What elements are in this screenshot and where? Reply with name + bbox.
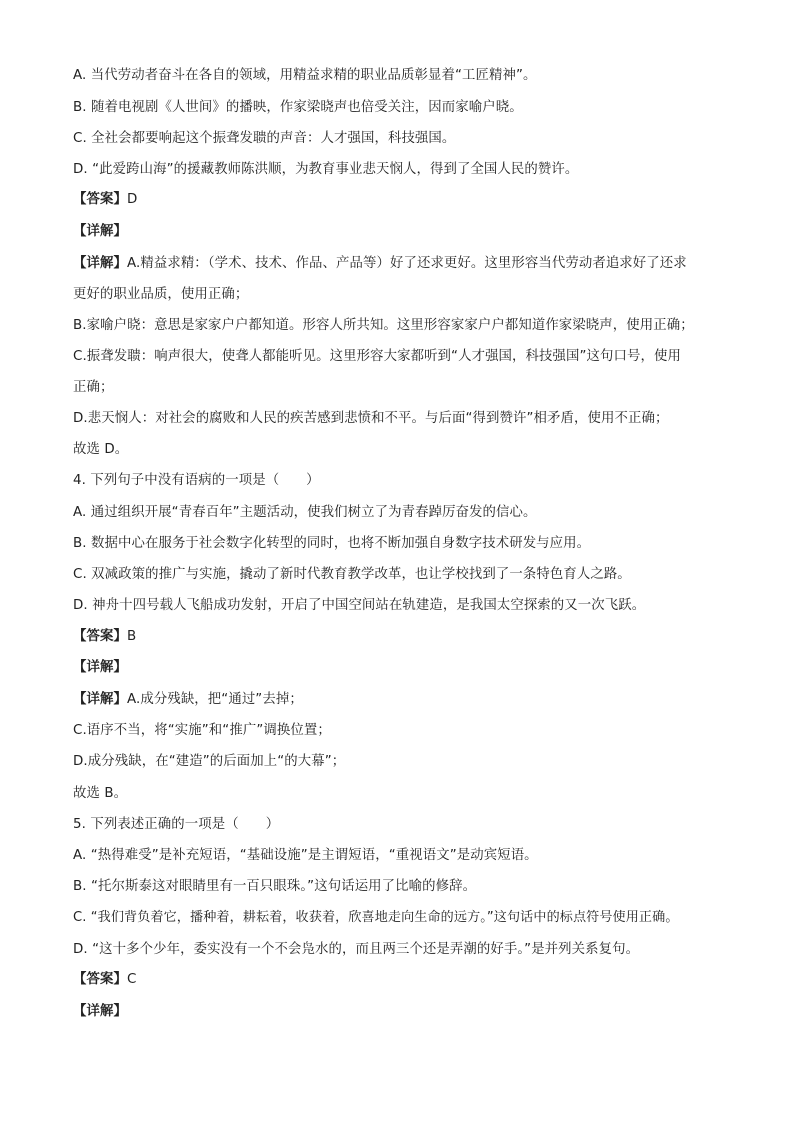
q3-detail-a-line1 [73,254,733,274]
q5-option-d: D. “这十多个少年，委实没有一个不会凫水的，而且两三个还是弄潮的好手。”是并列关系复句。 [73,942,640,957]
q4-option-c: C. 双减政策的推广与实施，撬动了新时代教育教学改革，也让学校找到了一条特色育人之路。 [73,567,631,582]
q3-detail-b: B.家喻户晓：意思是家家户户都知道。形容人所共知。这里形容家家户户都知道作家梁晓声，使用正确； [73,318,694,333]
answer-tag: 【答案】 [73,629,127,644]
answer-value: C [126,972,137,987]
q3-option-b: B. 随着电视剧《人世间》的播映，作家梁晓声也倍受关注，因而家喻户晓。 [73,100,523,115]
q4-option-a: A. 通过组织开展“青春百年”主题活动，使我们树立了为青春踔厉奋发的信心。 [73,505,537,520]
q4-question: 4. 下列句子中没有语病的一项是（ ） [73,473,320,488]
q5-option-b: B. “托尔斯泰这对眼睛里有一百只眼珠。”这句话运用了比喻的修辞。 [73,879,477,894]
q3-answer [73,190,733,210]
q4-detail-a [73,690,733,710]
q4-answer [73,627,733,647]
q4-conclusion: 故选 B。 [73,786,128,801]
q3-option-d: D. “此爱跨山海”的援藏教师陈洪顺，为教育事业悲天悯人，得到了全国人民的赞许。 [73,162,579,177]
answer-tag: 【答案】 [73,972,127,987]
q3-conclusion: 故选 D。 [73,442,129,457]
q5-answer [73,970,733,990]
q5-option-c: C. “我们背负着它，播种着，耕耘着，收获着，欣喜地走向生命的远方。”这句话中的标点符号使用正确。 [73,910,679,925]
q5-option-a: A. “热得难受”是补充短语，“基础设施”是主谓短语，“重视语文”是动宾短语。 [73,848,538,863]
q4-detail-heading: 【详解】 [73,660,127,675]
q3-detail-d: D.悲天悯人：对社会的腐败和人民的疾苦感到悲愤和不平。与后面“得到赞许”相矛盾，使用不正确； [73,411,669,426]
q3-option-c: C. 全社会都要响起这个振聋发聩的声音：人才强国，科技强国。 [73,131,456,146]
detail-text: A.成分残缺，把“通过”去掉； [126,692,303,707]
answer-tag: 【答案】 [73,192,127,207]
q3-detail-c-line1: C.振聋发聩：响声很大，使聋人都能听见。这里形容大家都听到“人才强国，科技强国”这句口号，使用 [73,349,681,364]
q4-option-b: B. 数据中心在服务于社会数字化转型的同时，也将不断加强自身数字技术研发与应用。 [73,536,591,551]
q3-detail-heading: 【详解】 [73,224,127,239]
q4-detail-d: D.成分残缺，在“建造”的后面加上“的大幕”； [73,754,346,769]
detail-text: A.精益求精：（学术、技术、作品、产品等）好了还求更好。这里形容当代劳动者追求好了还求 [126,256,687,271]
q3-detail-c-line2: 正确； [73,380,114,395]
detail-tag: 【详解】 [73,692,127,707]
q5-question: 5. 下列表述正确的一项是（ ） [73,817,280,832]
q5-detail-heading: 【详解】 [73,1004,127,1019]
answer-value: B [126,629,137,644]
detail-tag: 【详解】 [73,256,127,271]
answer-value: D [126,192,138,207]
q3-option-a: A. 当代劳动者奋斗在各自的领域，用精益求精的职业品质彰显着“工匠精神”。 [73,68,537,83]
q3-detail-a-line2: 更好的职业品质，使用正确； [73,287,249,302]
q4-option-d: D. 神舟十四号载人飞船成功发射，开启了中国空间站在轨建造，是我国太空探索的又一次飞跃。 [73,598,646,613]
q4-detail-c: C.语序不当，将“实施”和“推广”调换位置； [73,723,331,738]
